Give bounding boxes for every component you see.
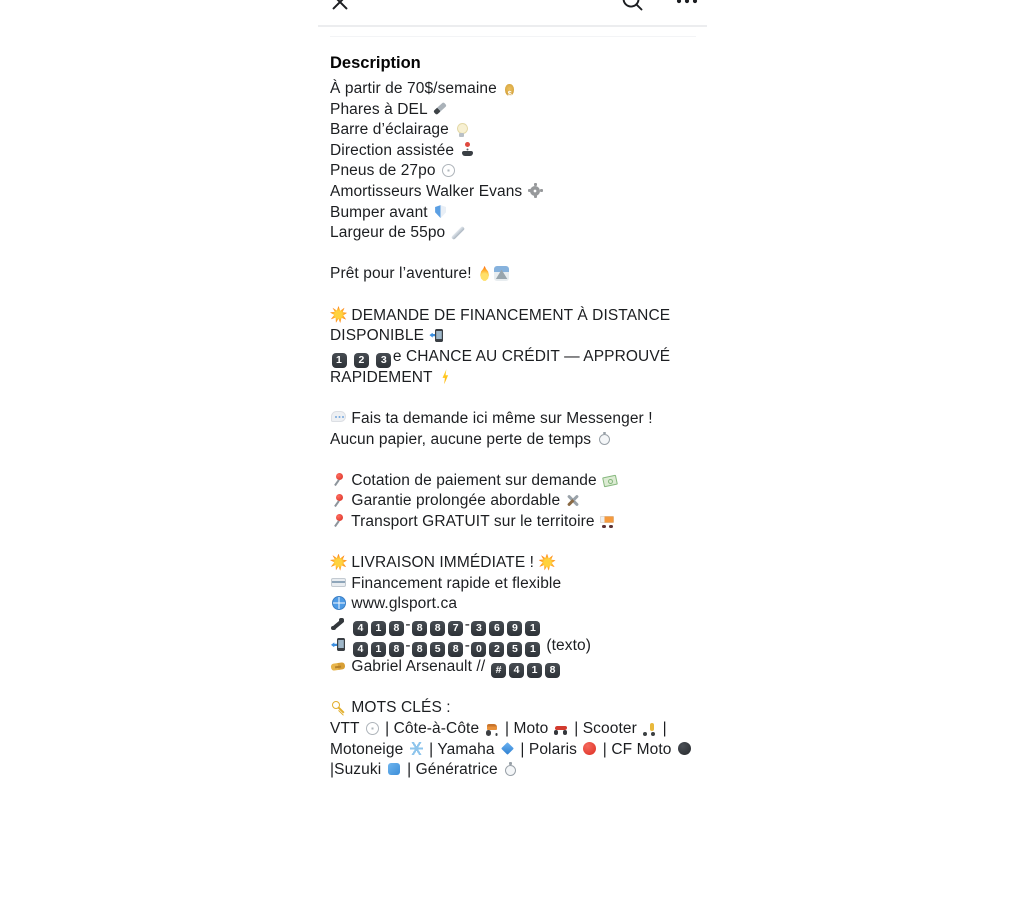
joystick-emoji bbox=[460, 142, 475, 157]
description-paragraph: Prêt pour l’aventure! bbox=[330, 264, 695, 285]
fire-emoji bbox=[477, 266, 492, 281]
blue-square-emoji bbox=[387, 762, 402, 777]
description-paragraph: Pneus de 27po bbox=[330, 161, 695, 182]
description-heading: Description bbox=[330, 54, 421, 72]
wheel-emoji bbox=[441, 163, 456, 178]
handshake-emoji bbox=[331, 658, 346, 673]
description-paragraph: Largeur de 55po bbox=[330, 223, 695, 244]
keycap-3-emoji: 3 bbox=[376, 353, 391, 368]
keycap-6-emoji: 6 bbox=[489, 621, 504, 636]
close-button[interactable] bbox=[329, 0, 351, 13]
keycap-1-emoji: 1 bbox=[332, 353, 347, 368]
flying-money-emoji bbox=[602, 472, 617, 487]
phone-arrow-emoji bbox=[331, 637, 346, 652]
boom-emoji bbox=[540, 555, 555, 570]
search-icon bbox=[621, 0, 644, 12]
mountain-emoji bbox=[494, 266, 509, 281]
description-paragraph: Transport GRATUIT sur le territoire bbox=[330, 512, 695, 533]
globe-emoji bbox=[331, 596, 346, 611]
wheel-emoji bbox=[365, 721, 380, 736]
marketplace-description-view bbox=[318, 0, 707, 900]
description-paragraph: Cotation de paiement sur demande bbox=[330, 471, 695, 492]
phone-emoji bbox=[331, 616, 346, 631]
keycap-0-emoji: 0 bbox=[471, 642, 486, 657]
speech-emoji bbox=[331, 410, 346, 425]
gear-emoji bbox=[528, 183, 543, 198]
description-paragraph: Phares à DEL bbox=[330, 100, 695, 121]
shield-emoji bbox=[433, 204, 448, 219]
keycap-1-emoji: 1 bbox=[525, 642, 540, 657]
red-circle-emoji bbox=[582, 741, 597, 756]
description-paragraph: 1 2 3 e CHANCE AU CRÉDIT — APPROUVÉ RAPIDEMENT bbox=[330, 347, 671, 386]
zap-emoji bbox=[438, 369, 453, 384]
pin-emoji bbox=[331, 472, 346, 487]
tractor-emoji bbox=[485, 721, 500, 736]
boom-emoji bbox=[331, 307, 346, 322]
description-paragraph bbox=[330, 285, 695, 306]
keycap-1-emoji: 1 bbox=[527, 663, 542, 678]
keycap-8-emoji: 8 bbox=[545, 663, 560, 678]
keycap-1-emoji: 1 bbox=[525, 621, 540, 636]
gauge-emoji bbox=[503, 762, 518, 777]
keycap-4-emoji: 4 bbox=[353, 621, 368, 636]
keycap-5-emoji: 5 bbox=[430, 642, 445, 657]
section-divider bbox=[330, 36, 696, 37]
keycap-8-emoji: 8 bbox=[389, 621, 404, 636]
stopwatch-emoji bbox=[597, 431, 612, 446]
black-circle-emoji bbox=[677, 741, 692, 756]
blue-diamond-emoji bbox=[500, 741, 515, 756]
description-paragraph: Amortisseurs Walker Evans bbox=[330, 182, 695, 203]
description-paragraph: Financement rapide et flexible bbox=[330, 574, 695, 595]
description-paragraph: DEMANDE DE FINANCEMENT À DISTANCE DISPONIBLE bbox=[330, 306, 671, 345]
keycap-4-emoji: 4 bbox=[509, 663, 524, 678]
description-paragraph: Aucun papier, aucune perte de temps bbox=[330, 430, 695, 451]
moneybag-emoji bbox=[502, 81, 517, 96]
scooter-emoji bbox=[642, 721, 657, 736]
description-paragraph bbox=[330, 244, 695, 265]
keycap-8-emoji: 8 bbox=[448, 642, 463, 657]
description-paragraph: 4 1 8 - 8 5 8 - 0 2 5 1 (texto) bbox=[330, 636, 695, 657]
description-text bbox=[330, 79, 695, 781]
description-paragraph: À partir de 70$/semaine $ bbox=[330, 79, 695, 100]
description-paragraph bbox=[330, 388, 695, 409]
pin-emoji bbox=[331, 513, 346, 528]
phone-arrow-emoji bbox=[429, 328, 444, 343]
tools-emoji bbox=[566, 493, 581, 508]
keycap-8-emoji: 8 bbox=[412, 642, 427, 657]
description-paragraph: Direction assistée bbox=[330, 141, 695, 162]
more-options-button[interactable] bbox=[676, 0, 700, 6]
description-paragraph: 4 1 8 - 8 8 7 - 3 6 9 1 bbox=[330, 615, 695, 636]
keycap-8-emoji: 8 bbox=[412, 621, 427, 636]
keycap-9-emoji: 9 bbox=[507, 621, 522, 636]
flashlight-emoji bbox=[433, 101, 448, 116]
keycap-5-emoji: 5 bbox=[507, 642, 522, 657]
description-paragraph: Bumper avant bbox=[330, 203, 695, 224]
description-paragraph: VTT | Côte-à-Côte | Moto | Scooter | Motoneige | Yamaha | Polaris | CF Moto |Suzuki | Génératrice bbox=[330, 719, 695, 781]
keycap-1-emoji: 1 bbox=[371, 642, 386, 657]
description-paragraph: www.glsport.ca bbox=[330, 594, 695, 615]
keycap-2-emoji: 2 bbox=[489, 642, 504, 657]
description-paragraph: Fais ta demande ici même sur Messenger ! bbox=[330, 409, 695, 430]
key-emoji bbox=[331, 700, 346, 715]
description-paragraph bbox=[330, 450, 695, 471]
credit-card-emoji bbox=[331, 575, 346, 590]
snowflake-emoji bbox=[409, 741, 424, 756]
silver-bar-emoji bbox=[451, 225, 466, 240]
description-paragraph bbox=[330, 532, 695, 553]
pin-emoji bbox=[331, 493, 346, 508]
description-section bbox=[318, 0, 707, 781]
keycap-4-emoji: 4 bbox=[353, 642, 368, 657]
bulb-emoji bbox=[454, 122, 469, 137]
description-paragraph bbox=[330, 678, 695, 699]
keycap-8-emoji: 8 bbox=[389, 642, 404, 657]
keycap-7-emoji: 7 bbox=[448, 621, 463, 636]
more-dots-icon bbox=[676, 0, 700, 6]
description-paragraph: Gabriel Arsenault // # 4 1 8 bbox=[330, 657, 695, 678]
description-paragraph: MOTS CLÉS : bbox=[330, 698, 695, 719]
keycap-hash-emoji: # bbox=[491, 663, 506, 678]
keycap-1-emoji: 1 bbox=[371, 621, 386, 636]
toolbar-divider bbox=[318, 25, 707, 27]
truck-emoji bbox=[600, 513, 615, 528]
search-button[interactable] bbox=[621, 0, 644, 12]
close-icon bbox=[329, 0, 351, 13]
keycap-2-emoji: 2 bbox=[354, 353, 369, 368]
description-paragraph: Barre d’éclairage bbox=[330, 120, 695, 141]
boom-emoji bbox=[331, 555, 346, 570]
motorcycle-emoji bbox=[554, 721, 569, 736]
description-paragraph: Garantie prolongée abordable bbox=[330, 491, 695, 512]
keycap-3-emoji: 3 bbox=[471, 621, 486, 636]
description-paragraph: LIVRAISON IMMÉDIATE ! bbox=[330, 553, 695, 574]
keycap-8-emoji: 8 bbox=[430, 621, 445, 636]
